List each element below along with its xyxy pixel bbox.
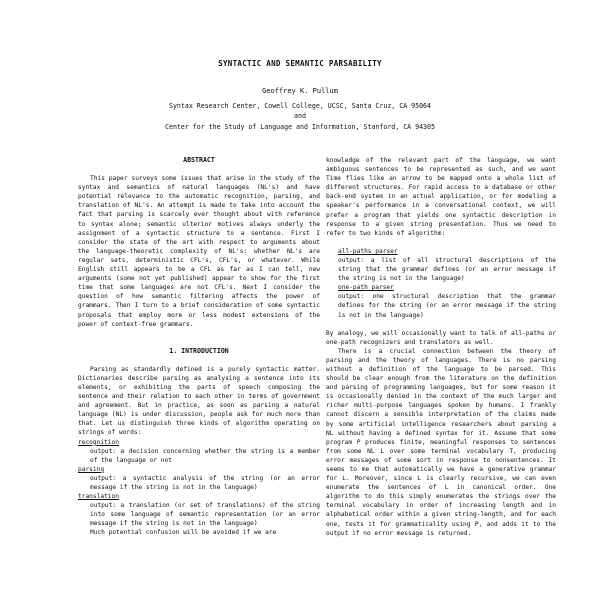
affiliation-1: Syntax Research Center, Cowell College, UCSC, Santa Cruz, CA 95064	[168, 102, 431, 110]
left-column	[78, 156, 320, 538]
algorithm-term-translation: translation	[78, 493, 119, 501]
algorithm-def-translation: output: a translation (or set of translations) of the string into some language of semantic representation (or an error message if the string is not in the language)	[90, 502, 320, 528]
algorithm-term-recognition: recognition	[78, 438, 119, 446]
right-paragraph-3: There is a crucial connection between the theory of parsing and the theory of languages. There is no parsing without a definition of the language to be parsed. This should be clear enough from the literature on the definition and parsing of programming languages, but for some reason it is occasionally denied in the context of the much larger and richer multi-purpose languages spoken by humans. I frankly cannot discern a sensible interpretation of the claims made by some artificial intelligence researchers about parsing a NL without having a defined syntax for it. Assume that some program P produces finite, meaningful responses to sentences from some NL L over some terminal vocabulary T, producing error messages of some sort in response to nonsentences. It seems to me that automatically we have a generative grammar for L. Moreover, since L is clearly recursive, we can even enumerate the sentences of L in canonical order. One algorithm to do this simply enumerates the strings over the terminal vocabulary in order of increasing length and in alphabetical order within a given string-length, and for each one, tests it for grammaticality using P, and adds it to the output if no error message is returned.	[326, 347, 556, 537]
paper-title: SYNTACTIC AND SEMANTIC PARSABILITY	[218, 59, 382, 68]
parser-term-all-paths: all-paths parser	[338, 247, 398, 255]
abstract-heading: ABSTRACT	[183, 156, 215, 164]
algorithm-term-parsing: parsing	[78, 465, 105, 473]
right-paragraph-2: By analogy, we will occasionally want to talk of all-paths or one-path recognizers and translators as well.	[326, 329, 556, 346]
right-paragraph-1: knowledge of the relevant part of the language, we want ambiguous sentences to be represented as such, and we want Time flies like an arrow to be mapped onto a whole list of different structures. For rapid access to a database or other back-end system in an actual application, or for modeling a speaker's performance in a conversational context, we will prefer a program that yields one syntactic description in response to a given string presentation. Thus we need to refer to two kinds of algorithm:	[326, 157, 556, 237]
algorithm-def-parsing: output: a syntactic analysis of the string (or an error message if the string is not in the language)	[90, 474, 320, 491]
right-column	[326, 156, 556, 538]
parser-term-one-path: one-path parser	[338, 284, 394, 292]
intro-paragraph-2-start: Much potential confusion will be avoided if we are	[90, 529, 277, 537]
parser-def-one-path: output: one structural description that the grammar defines for the string (or an error message if the string is not in the language)	[338, 293, 556, 319]
affiliation-2: Center for the Study of Language and Information, Stanford, CA 94305	[165, 123, 435, 131]
algorithm-def-recognition: output: a decision concerning whether the string is a member of the language or not	[90, 447, 320, 464]
parser-def-all-paths: output: a list of all structural descriptions of the string that the grammar defines (or an error message if the string is not in the language)	[338, 256, 556, 283]
affiliation-and: and	[294, 112, 306, 120]
author-name: Geoffrey K. Pullum	[262, 87, 338, 95]
abstract-text: This paper surveys some issues that arise in the study of the syntax and semantics of natural languages (NL's) and have potential relevance to the automatic recognition, parsing, and translation of NL's. An attempt is made to take into account the fact that parsing is scarcely ever thought about with reference to syntax alone; semantic ulterior motives always underly the assignment of a syntactic structure to a sentence. First I consider the state of the art with respect to arguments about the language-theoretic complexity of NL's: whether NL's are regular sets, deterministic CFL's, CFL's, or whatever. While English still appears to be a CFL as far as I can tell, new arguments (some not yet published) appear to show for the first time that some languages are not CFL's. Next I consider the question of how semantic filtering affects the power of grammars. Then I turn to a brief consideration of some syntactic proposals that employ more or less modest extensions of the power of context-free grammars.	[78, 175, 320, 328]
introduction-heading: 1. INTRODUCTION	[169, 346, 229, 355]
intro-paragraph-1: Parsing as standardly defined is a purely syntactic matter. Dictionaries describe parsing as analysing a sentence into its elements, or exhibiting the parts of speech composing the sentence and their relation to each other in terms of government and agreement. But in practice, as soon as parsing a natural language (NL) is under discussion, people ask for much more than that. Let us distinguish three kinds of algorithm operating on strings of words:	[78, 365, 320, 437]
